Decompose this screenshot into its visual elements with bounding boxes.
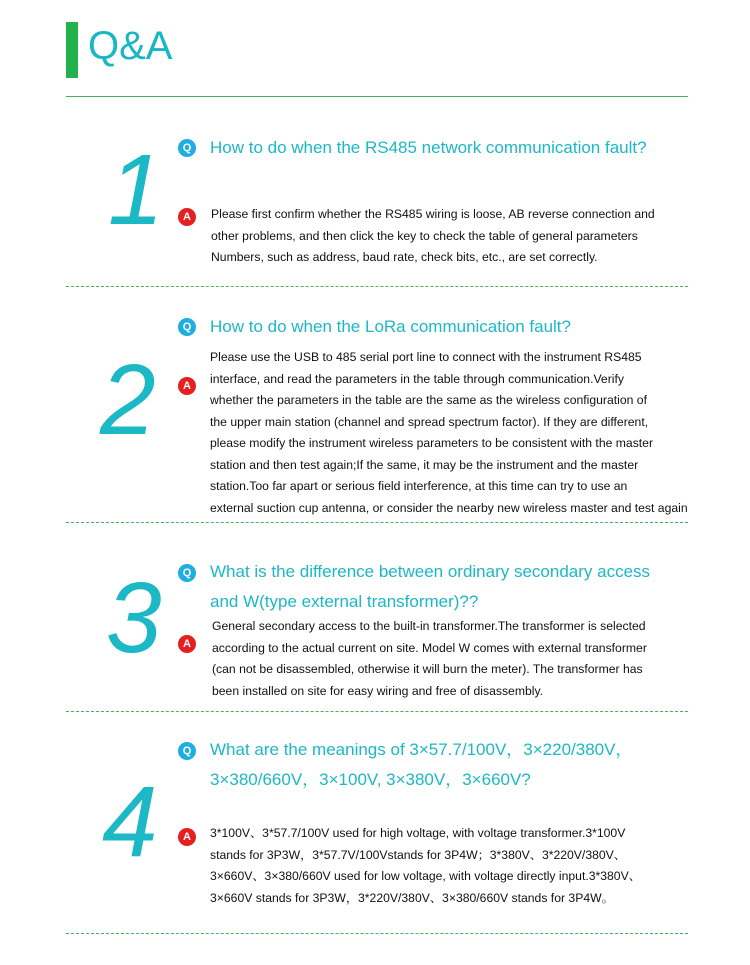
item-divider <box>66 933 688 934</box>
item-number: 1 <box>108 134 164 246</box>
answer-badge-icon: A <box>178 635 196 653</box>
question-badge-icon: Q <box>178 318 196 336</box>
item-number: 4 <box>102 766 158 878</box>
answer-line: been installed on site for easy wiring and free of disassembly. <box>212 683 544 698</box>
header-divider <box>66 96 688 97</box>
answer-text <box>211 204 655 269</box>
question-text <box>210 735 632 795</box>
answer-line: the upper main station (channel and spread spectrum factor). If they are different, <box>210 414 649 429</box>
question-line: What is the difference between ordinary secondary access <box>210 562 651 581</box>
answer-line: (can not be disassembled, otherwise it will burn the meter). The transformer has <box>212 662 643 676</box>
item-divider <box>66 522 688 523</box>
question-text <box>210 133 647 163</box>
answer-line: other problems, and then click the key to check the table of general parameters <box>211 228 638 243</box>
answer-line: 3×660V stands for 3P3W，3*220V/380V、3×380/660V stands for 3P4W。 <box>210 890 614 905</box>
item-divider <box>66 286 688 287</box>
question-line: and W(type external transformer)?? <box>210 592 479 611</box>
answer-line: Please use the USB to 485 serial port line to connect with the instrument RS485 <box>210 350 642 364</box>
answer-badge-icon: A <box>178 377 196 395</box>
header-accent-bar <box>66 22 78 78</box>
question-line: 3×380/660V，3×100V, 3×380V，3×660V? <box>210 770 531 789</box>
item-number: 2 <box>100 344 156 456</box>
question-line: How to do when the RS485 network communication fault? <box>210 138 647 157</box>
question-text <box>210 312 571 342</box>
item-divider <box>66 711 688 712</box>
item-number: 3 <box>106 562 162 674</box>
answer-line: external suction cup antenna, or consider the nearby new wireless master and test again <box>210 500 688 515</box>
answer-line: according to the actual current on site. Model W comes with external transformer <box>212 640 647 655</box>
answer-badge-icon: A <box>178 828 196 846</box>
question-text <box>210 557 650 617</box>
answer-line: please modify the instrument wireless parameters to be consistent with the master <box>210 436 654 450</box>
answer-badge-icon: A <box>178 208 196 226</box>
answer-line: station.Too far apart or serious field interference, at this time can try to use an <box>210 479 628 493</box>
answer-line: whether the parameters in the table are the same as the wireless configuration of <box>210 393 647 407</box>
question-badge-icon: Q <box>178 564 196 582</box>
question-badge-icon: Q <box>178 742 196 760</box>
answer-text <box>212 616 647 702</box>
answer-line: interface, and read the parameters in the table through communication.Verify <box>210 371 624 386</box>
answer-line: station and then test again;If the same, it may be the instrument and the master <box>210 457 639 472</box>
answer-line: 3×660V、3×380/660V used for low voltage, with voltage directly input.3*380V、 <box>210 869 641 883</box>
answer-line: Numbers, such as address, baud rate, check bits, etc., are set correctly. <box>211 250 598 264</box>
question-line: What are the meanings of 3×57.7/100V，3×220/380V， <box>210 740 633 759</box>
question-line: How to do when the LoRa communication fault? <box>210 317 571 336</box>
answer-line: General secondary access to the built-in transformer.The transformer is selected <box>212 619 646 633</box>
answer-line: 3*100V、3*57.7/100V used for high voltage, with voltage transformer.3*100V <box>210 826 626 840</box>
answer-text <box>210 823 641 909</box>
answer-text <box>210 347 688 519</box>
answer-line: Please first confirm whether the RS485 wiring is loose, AB reverse connection and <box>211 207 655 221</box>
page-title: Q&A <box>88 24 173 68</box>
answer-line: stands for 3P3W，3*57.7V/100Vstands for 3P4W；3*380V、3*220V/380V、 <box>210 847 626 862</box>
question-badge-icon: Q <box>178 139 196 157</box>
